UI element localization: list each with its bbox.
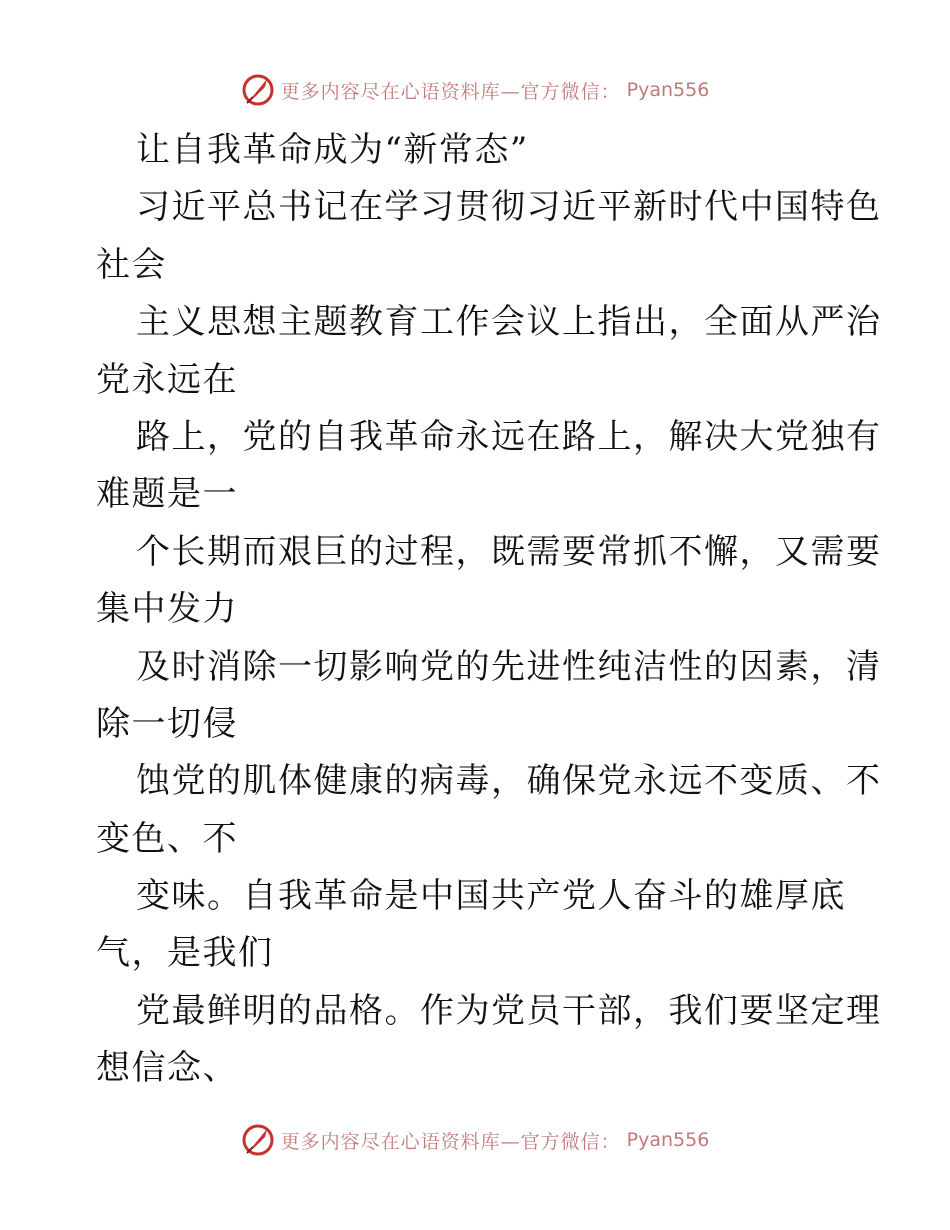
- text-line: 气，是我们: [96, 933, 274, 974]
- text-line: 让自我革命成为“新常态”: [136, 130, 529, 170]
- text-line: 想信念、: [96, 1048, 238, 1089]
- text-line: 党永远在: [96, 359, 238, 400]
- quill-logo-icon: [241, 73, 275, 107]
- text-line: 党最鲜明的品格。作为党员干部，我们要坚定理: [136, 990, 882, 1031]
- text-line: 及时消除一切影响党的先进性纯洁性的因素，清: [136, 646, 882, 687]
- watermark-wechat-id: Pyan556: [626, 1129, 710, 1151]
- footer-watermark: [0, 1120, 950, 1160]
- header-watermark: [0, 70, 950, 110]
- text-line: 个长期而艰巨的过程，既需要常抓不懈，又需要: [136, 531, 882, 572]
- watermark-text: 更多内容尽在心语资料库—官方微信：: [280, 1130, 621, 1153]
- text-line: 变味。自我革命是中国共产党人奋斗的雄厚底: [136, 876, 846, 917]
- text-line: 路上，党的自我革命永远在路上，解决大党独有: [136, 416, 882, 457]
- text-line: 习近平总书记在学习贯彻习近平新时代中国特色: [136, 187, 882, 228]
- text-line: 集中发力: [96, 589, 238, 630]
- text-line: 社会: [96, 244, 167, 285]
- text-line: 蚀党的肌体健康的病毒，确保党永远不变质、不: [136, 761, 882, 802]
- text-line: 除一切侵: [96, 703, 238, 744]
- quill-logo-icon: [241, 1123, 275, 1157]
- text-line: 主义思想主题教育工作会议上指出，全面从严治: [136, 302, 882, 343]
- watermark-text: 更多内容尽在心语资料库—官方微信：: [280, 80, 621, 103]
- text-line: 难题是一: [96, 474, 238, 515]
- text-line: 变色、不: [96, 818, 238, 859]
- document-body: [96, 122, 882, 1098]
- watermark-wechat-id: Pyan556: [626, 79, 710, 101]
